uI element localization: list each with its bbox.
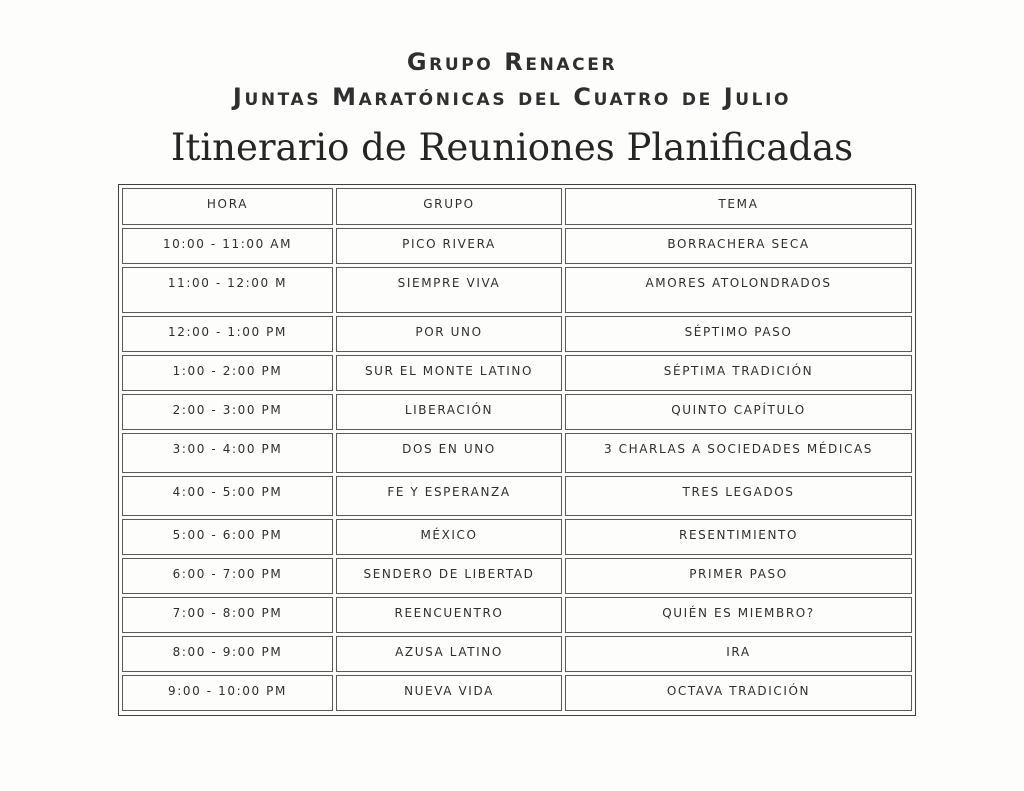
row-8-grupo: MÉXICO (336, 519, 562, 555)
row-1-hora: 10:00 - 11:00 AM (122, 228, 333, 264)
row-12-tema: OCTAVA TRADICIÓN (565, 675, 912, 711)
row-4-hora: 1:00 - 2:00 PM (122, 355, 333, 391)
row-6-tema: 3 CHARLAS A SOCIEDADES MÉDICAS (565, 433, 912, 473)
row-9-tema: PRIMER PASO (565, 558, 912, 594)
row-4-grupo: SUR EL MONTE LATINO (336, 355, 562, 391)
schedule-grid (122, 188, 912, 712)
row-5-hora: 2:00 - 3:00 PM (122, 394, 333, 430)
row-12-grupo: NUEVA VIDA (336, 675, 562, 711)
page-title: Itinerario de Reuniones Planificadas (170, 126, 854, 169)
row-1-tema: BORRACHERA SECA (565, 228, 912, 264)
schedule-table (118, 184, 916, 716)
organization-name: Grupo Renacer (406, 48, 618, 76)
row-10-hora: 7:00 - 8:00 PM (122, 597, 333, 633)
row-7-grupo: FE Y ESPERANZA (336, 476, 562, 516)
header-tema: TEMA (565, 188, 912, 225)
row-2-grupo: SIEMPRE VIVA (336, 267, 562, 313)
row-3-hora: 12:00 - 1:00 PM (122, 316, 333, 352)
row-9-hora: 6:00 - 7:00 PM (122, 558, 333, 594)
row-10-tema: QUIÉN ES MIEMBRO? (565, 597, 912, 633)
row-3-tema: SÉPTIMO PASO (565, 316, 912, 352)
row-11-grupo: AZUSA LATINO (336, 636, 562, 672)
row-5-tema: QUINTO CAPÍTULO (565, 394, 912, 430)
row-11-hora: 8:00 - 9:00 PM (122, 636, 333, 672)
row-9-grupo: SENDERO DE LIBERTAD (336, 558, 562, 594)
event-title: Juntas Maratónicas del Cuatro de Julio (232, 83, 792, 111)
row-6-hora: 3:00 - 4:00 PM (122, 433, 333, 473)
row-12-hora: 9:00 - 10:00 PM (122, 675, 333, 711)
row-10-grupo: REENCUENTRO (336, 597, 562, 633)
row-4-tema: SÉPTIMA TRADICIÓN (565, 355, 912, 391)
row-5-grupo: LIBERACIÓN (336, 394, 562, 430)
row-7-tema: TRES LEGADOS (565, 476, 912, 516)
row-6-grupo: DOS EN UNO (336, 433, 562, 473)
row-3-grupo: POR UNO (336, 316, 562, 352)
header-grupo: GRUPO (336, 188, 562, 225)
row-1-grupo: PICO RIVERA (336, 228, 562, 264)
row-2-tema: AMORES ATOLONDRADOS (565, 267, 912, 313)
row-2-hora: 11:00 - 12:00 M (122, 267, 333, 313)
row-7-hora: 4:00 - 5:00 PM (122, 476, 333, 516)
row-8-tema: RESENTIMIENTO (565, 519, 912, 555)
row-8-hora: 5:00 - 6:00 PM (122, 519, 333, 555)
header-hora: HORA (122, 188, 333, 225)
row-11-tema: IRA (565, 636, 912, 672)
